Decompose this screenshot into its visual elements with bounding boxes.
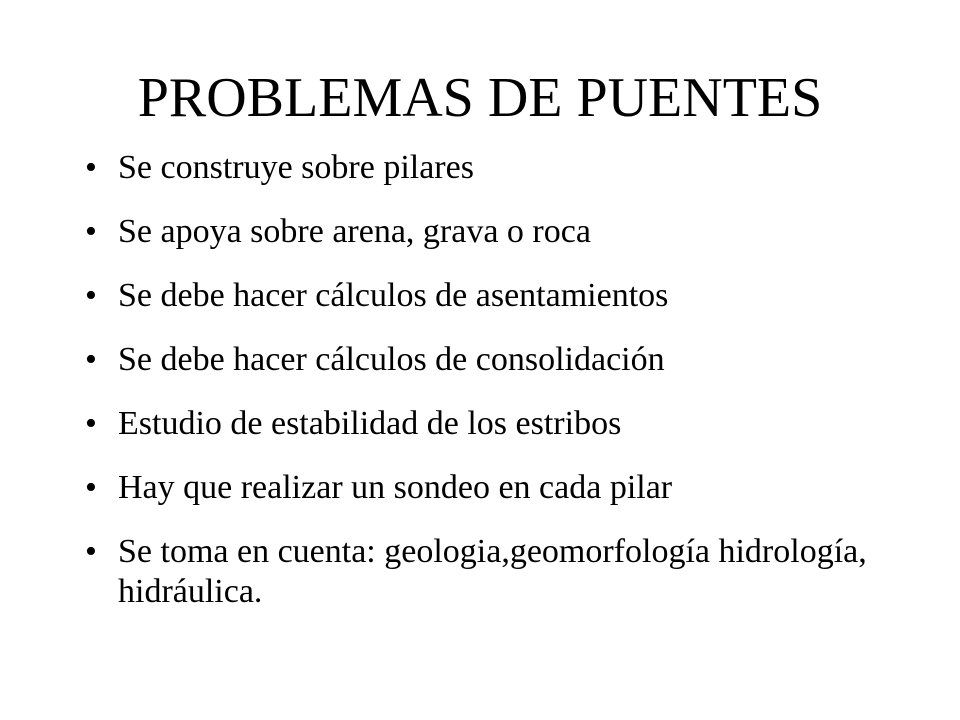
- bullet-item: [85, 404, 905, 444]
- bullet-icon: •: [85, 469, 97, 506]
- bullet-item: [85, 212, 905, 252]
- slide-title: PROBLEMAS DE PUENTES: [137, 67, 823, 129]
- bullet-icon: •: [85, 405, 97, 442]
- bullet-list: [85, 148, 905, 636]
- bullet-icon: •: [85, 341, 97, 378]
- bullet-icon: •: [85, 533, 97, 570]
- bullet-item: [85, 340, 905, 380]
- bullet-icon: •: [85, 213, 97, 250]
- bullet-item: [85, 148, 905, 188]
- bullet-text: Se toma en cuenta: geologia,geomorfología hidrología, hidráulica.: [118, 533, 867, 610]
- bullet-text: Se debe hacer cálculos de consolidación: [118, 341, 665, 378]
- bullet-item: [85, 532, 905, 612]
- bullet-text: Estudio de estabilidad de los estribos: [118, 405, 622, 442]
- bullet-text: Se debe hacer cálculos de asentamientos: [118, 277, 669, 314]
- bullet-text: Hay que realizar un sondeo en cada pilar: [118, 469, 673, 506]
- bullet-icon: •: [85, 277, 97, 314]
- bullet-icon: •: [85, 149, 97, 186]
- bullet-text: Se apoya sobre arena, grava o roca: [118, 213, 591, 250]
- bullet-text: Se construye sobre pilares: [118, 149, 474, 186]
- bullet-item: [85, 468, 905, 508]
- bullet-item: [85, 276, 905, 316]
